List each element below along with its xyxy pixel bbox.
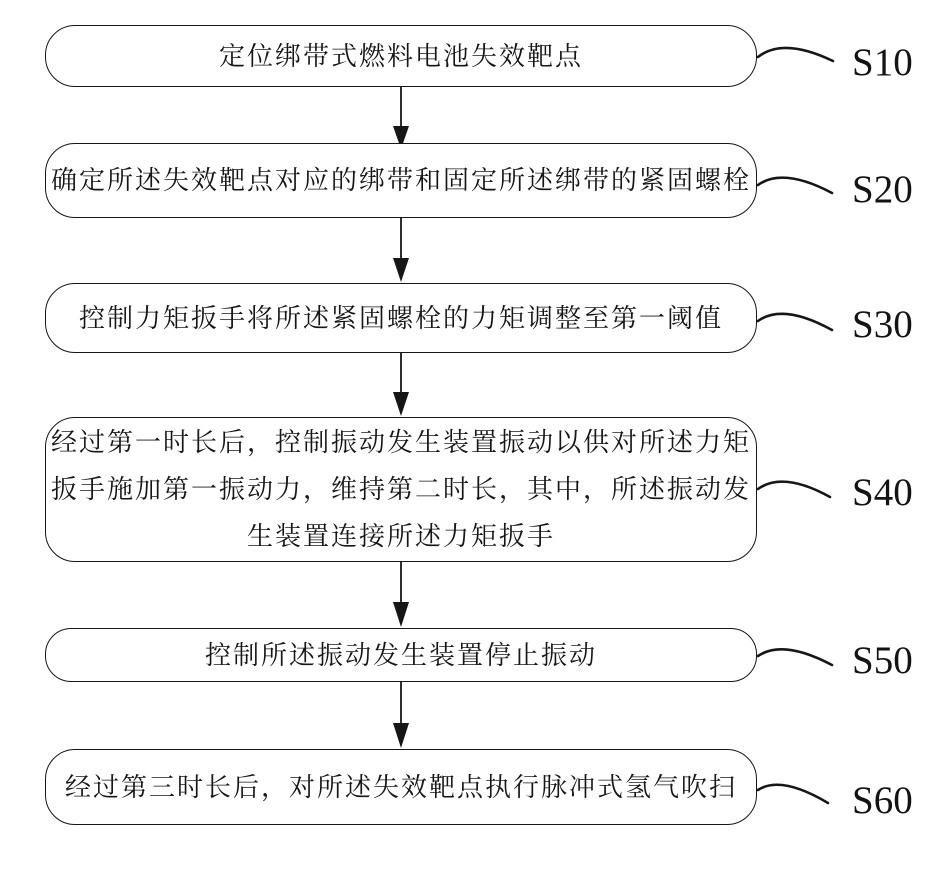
leader-curve-s10 bbox=[758, 48, 833, 61]
step-label-s60: S60 bbox=[852, 779, 913, 822]
step-text: 生装置连接所述力矩扳手 bbox=[246, 521, 555, 551]
leader-curve-s30 bbox=[758, 314, 832, 330]
step-box-s50 bbox=[45, 628, 757, 682]
step-box-s40 bbox=[45, 417, 757, 562]
leader-curve-s50 bbox=[758, 649, 832, 665]
flow-arrow-head-2 bbox=[393, 258, 409, 282]
step-text: 确定所述失效靶点对应的绑带和固定所述绑带的紧固螺栓 bbox=[50, 165, 751, 195]
flow-arrow-head-3 bbox=[393, 392, 409, 416]
step-label-s20: S20 bbox=[852, 168, 913, 211]
flow-arrow-head-4 bbox=[393, 602, 409, 627]
step-box-s60 bbox=[45, 749, 757, 825]
step-text: 控制所述振动发生装置停止振动 bbox=[204, 639, 597, 670]
step-label-s10: S10 bbox=[852, 41, 913, 84]
leader-curve-s40 bbox=[758, 482, 830, 497]
step-box-s30 bbox=[45, 283, 757, 353]
step-box-s10 bbox=[45, 25, 757, 87]
step-label-s40: S40 bbox=[852, 471, 913, 514]
step-text: 经过第三时长后，对所述失效靶点执行脉冲式氢气吹扫 bbox=[64, 771, 737, 802]
leader-curve-s60 bbox=[758, 785, 828, 803]
step-text: 控制力矩扳手将所述紧固螺栓的力矩调整至第一阈值 bbox=[78, 302, 723, 333]
leader-curve-s20 bbox=[758, 178, 832, 193]
step-label-s30: S30 bbox=[852, 303, 913, 346]
step-text: 经过第一时长后，控制振动发生装置振动以供对所述力矩 bbox=[50, 427, 751, 457]
step-text: 定位绑带式燃料电池失效靶点 bbox=[218, 40, 583, 71]
step-text: 扳手施加第一振动力，维持第二时长，其中，所述振动发 bbox=[50, 474, 751, 504]
flow-arrow-head-5 bbox=[393, 723, 409, 748]
step-label-s50: S50 bbox=[852, 639, 913, 682]
step-box-s20 bbox=[45, 143, 757, 218]
